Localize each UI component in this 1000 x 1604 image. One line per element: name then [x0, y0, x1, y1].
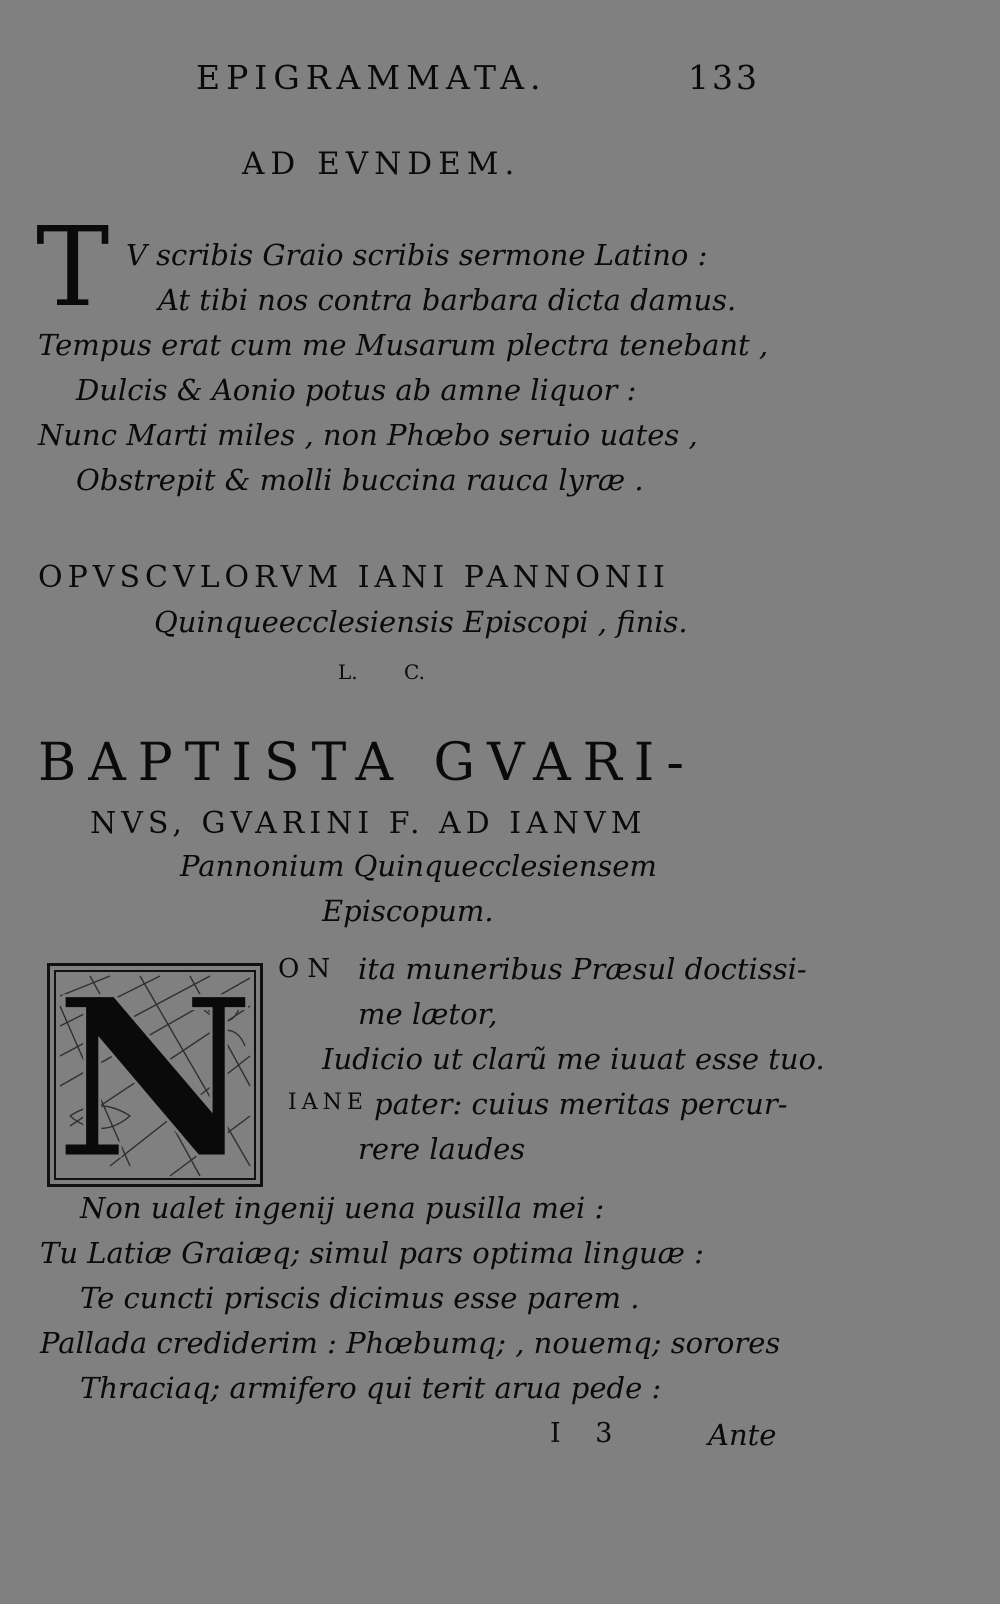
verse-line: Obstrepit & molli buccina rauca lyræ . [76, 463, 644, 497]
verse-line: V scribis Graio scribis sermone Latino : [126, 238, 708, 272]
verse-line: Pallada crediderim : Phœbumq; , nouemq; sorores [40, 1326, 781, 1360]
woodcut-initial [47, 963, 263, 1187]
verse-opening-caps: IANE [288, 1090, 368, 1115]
woodcut-initial-art [50, 966, 260, 1184]
colophon-initials: L. C. [338, 660, 425, 684]
signature-mark: I 3 [550, 1418, 613, 1449]
poem-heading-line: Episcopum. [322, 894, 494, 928]
poem-heading-large: BAPTISTA GVARI- [38, 733, 696, 793]
poem-heading-line: Pannonium Quinquecclesiensem [180, 849, 657, 883]
running-title: EPIGRAMMATA. [196, 58, 547, 97]
verse-line: Tempus erat cum me Musarum plectra tenebant , [38, 328, 769, 362]
verse-line: rere laudes [358, 1132, 526, 1166]
verse-line: ita muneribus Præsul doctissi- [358, 952, 807, 986]
verse-line: Te cuncti priscis dicimus esse parem . [80, 1281, 640, 1315]
verse-line: me lætor, [358, 997, 498, 1031]
poem-title: AD EVNDEM. [242, 146, 521, 182]
verse-line: Nunc Marti miles , non Phœbo seruio uates , [38, 418, 698, 452]
verse-line: Non ualet ingenij uena pusilla mei : [80, 1191, 605, 1225]
verse-opening-caps: ON [278, 954, 339, 984]
drop-cap-initial: T [36, 203, 110, 331]
verse-line: Iudicio ut clarũ me iuuat esse tuo. [322, 1042, 825, 1076]
verse-line: pater: cuius meritas percur- [374, 1087, 788, 1121]
colophon-heading: OPVSCVLORVM IANI PANNONII [38, 560, 670, 595]
colophon-subline: Quinqueecclesiensis Episcopi , finis. [154, 605, 688, 639]
verse-line: At tibi nos contra barbara dicta damus. [158, 283, 737, 317]
verse-line: Dulcis & Aonio potus ab amne liquor : [76, 373, 637, 407]
poem-heading-caps: NVS, GVARINI F. AD IANVM [90, 806, 647, 841]
verse-line: Thraciaq; armifero qui terit arua pede : [80, 1371, 662, 1405]
woodcut-letter: N [54, 966, 256, 1184]
catchword: Ante [708, 1418, 777, 1452]
verse-line: Tu Latiæ Graiæq; simul pars optima linguæ : [40, 1236, 704, 1270]
page-number: 133 [688, 58, 760, 97]
